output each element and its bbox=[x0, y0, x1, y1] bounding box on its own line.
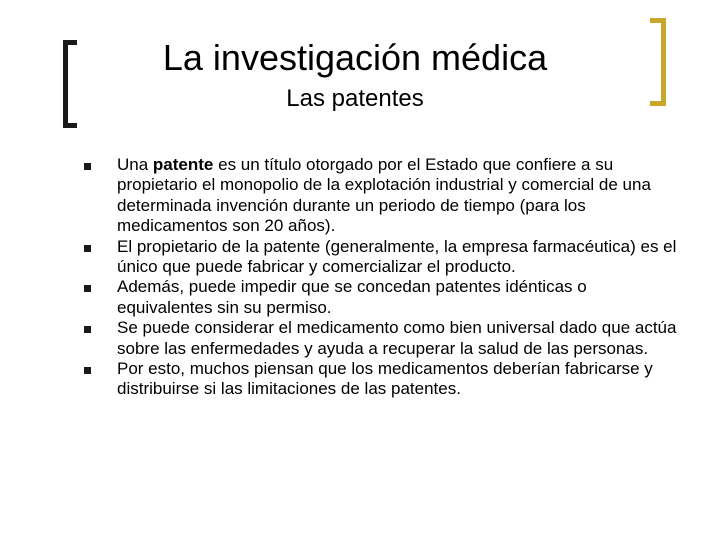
bullet-item-por-esto bbox=[80, 359, 680, 400]
bullet-item-patente bbox=[80, 155, 680, 237]
bullet-text-bold: patente bbox=[152, 155, 214, 174]
bullet-list bbox=[80, 155, 680, 400]
bullet-item-propietario bbox=[80, 237, 680, 278]
bullet-item-ademas bbox=[80, 277, 680, 318]
bullet-text-pre: Una bbox=[117, 155, 153, 174]
bullet-text-post: es un título otorgado por el Estado que confiere a su propietario el monopolio de la explotación industrial y comercial de una determinada invención durante un periodo de tiempo (para los medicamentos son 20 años). bbox=[117, 155, 651, 236]
square-bullet-icon bbox=[84, 163, 91, 170]
square-bullet-icon bbox=[84, 367, 91, 374]
bullet-text: Además, puede impedir que se concedan patentes idénticas o equivalentes sin su permiso. bbox=[117, 277, 587, 317]
bullet-text: Se puede considerar el medicamento como bien universal dado que actúa sobre las enfermedades y ayuda a recuperar la salud de las personas. bbox=[117, 318, 677, 358]
bullet-text: El propietario de la patente (generalmente, la empresa farmacéutica) es el único que puede fabricar y comercializar el producto. bbox=[117, 236, 677, 277]
square-bullet-icon bbox=[84, 245, 91, 252]
bullet-text: Por esto, muchos piensan que los medicamentos deberían fabricarse y distribuirse si las limitaciones de las patentes. bbox=[117, 359, 653, 399]
square-bullet-icon bbox=[84, 326, 91, 333]
square-bullet-icon bbox=[84, 285, 91, 292]
bullet-item-bien-universal bbox=[80, 318, 680, 359]
slide-title: La investigación médica bbox=[162, 37, 548, 78]
slide-subtitle: Las patentes bbox=[286, 85, 424, 112]
